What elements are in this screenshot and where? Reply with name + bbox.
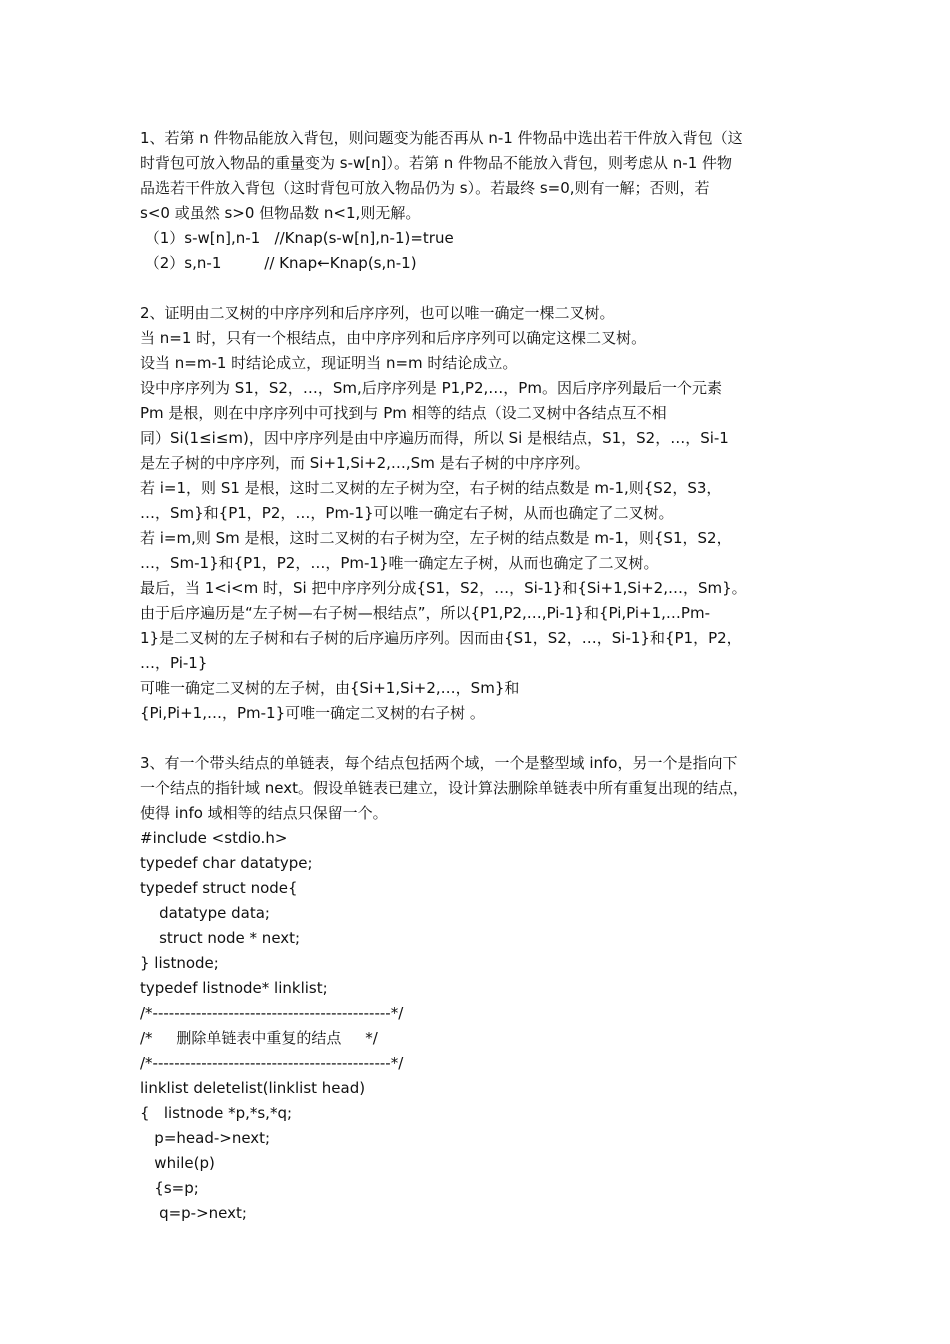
code-line: /* 删除单链表中重复的结点 */: [140, 1029, 378, 1047]
code-line: q=p->next;: [140, 1204, 247, 1222]
text-line: Pm 是根，则在中序序列中可找到与 Pm 相等的结点（设二叉树中各结点互不相: [140, 404, 667, 422]
text-line: 使得 info 域相等的结点只保留一个。: [140, 804, 388, 822]
text-line: s<0 或虽然 s>0 但物品数 n<1,则无解。: [140, 204, 421, 222]
code-line: typedef struct node{: [140, 879, 298, 897]
text-line: 设当 n=m-1 时结论成立，现证明当 n=m 时结论成立。: [140, 354, 518, 372]
text-line: 同）Si(1≤i≤m)，因中序序列是由中序遍历而得，所以 Si 是根结点，S1，S2，…，Si-1: [140, 429, 729, 447]
code-line: /*--------------------------------------------*/: [140, 1054, 404, 1072]
text-line: 当 n=1 时，只有一个根结点，由中序序列和后序序列可以确定这棵二叉树。: [140, 329, 647, 347]
text-line: …，Pi-1}: [140, 654, 208, 672]
text-line: 时背包可放入物品的重量变为 s-w[n]）。若第 n 件物品不能放入背包，则考虑从 n-1 件物: [140, 154, 733, 172]
text-line: 1、若第 n 件物品能放入背包，则问题变为能否再从 n-1 件物品中选出若干件放入背包（这: [140, 129, 743, 147]
text-line: 一个结点的指针域 next。假设单链表已建立，设计算法删除单链表中所有重复出现的结点，: [140, 779, 749, 797]
text-line: …，Sm-1}和{P1，P2，…，Pm-1}唯一确定左子树，从而也确定了二叉树。: [140, 554, 659, 572]
text-line: 由于后序遍历是“左子树—右子树—根结点”，所以{P1,P2,…,Pi-1}和{Pi,Pi+1,…Pm-: [140, 604, 710, 622]
text-line: {Pi,Pi+1,…，Pm-1}可唯一确定二叉树的右子树 。: [140, 704, 485, 722]
text-line: …，Sm}和{P1，P2，…，Pm-1}可以唯一确定右子树，从而也确定了二叉树。: [140, 504, 674, 522]
text-line: （2）s,n-1 // Knap←Knap(s,n-1): [140, 254, 417, 272]
code-line: } listnode;: [140, 954, 219, 972]
text-line: 最后，当 1<i<m 时，Si 把中序序列分成{S1，S2，…，Si-1}和{Si+1,Si+2,…，Sm}。: [140, 579, 747, 597]
text-line: 2、证明由二叉树的中序序列和后序序列，也可以唯一确定一棵二叉树。: [140, 304, 615, 322]
code-line: #include <stdio.h>: [140, 829, 288, 847]
text-line: 3、有一个带头结点的单链表，每个结点包括两个域，一个是整型域 info，另一个是指向下: [140, 754, 738, 772]
document-page: [140, 126, 820, 1226]
code-line: linklist deletelist(linklist head): [140, 1079, 366, 1097]
paragraph-gap: [140, 276, 820, 301]
text-line: 可唯一确定二叉树的左子树，由{Si+1,Si+2,…，Sm}和: [140, 679, 520, 697]
text-line: 设中序序列为 S1，S2，…，Sm,后序序列是 P1,P2,…，Pm。因后序序列最后一个元素: [140, 379, 722, 397]
section-knapsack: [140, 126, 820, 276]
text-line: 若 i=1，则 S1 是根，这时二叉树的左子树为空，右子树的结点数是 m-1,则{S2，S3，: [140, 479, 722, 497]
text-line: （1）s-w[n],n-1 //Knap(s-w[n],n-1)=true: [140, 229, 454, 247]
paragraph-gap: [140, 726, 820, 751]
code-line: p=head->next;: [140, 1129, 271, 1147]
code-line: typedef listnode* linklist;: [140, 979, 328, 997]
code-line: while(p): [140, 1154, 215, 1172]
section-binary-tree-proof: [140, 301, 820, 726]
text-line: 是左子树的中序序列，而 Si+1,Si+2,…,Sm 是右子树的中序序列。: [140, 454, 590, 472]
code-line: /*--------------------------------------------*/: [140, 1004, 404, 1022]
text-line: 品选若干件放入背包（这时背包可放入物品仍为 s）。若最终 s=0,则有一解；否则，若: [140, 179, 710, 197]
code-line: datatype data;: [140, 904, 270, 922]
code-line: struct node * next;: [140, 929, 301, 947]
text-line: 若 i=m,则 Sm 是根，这时二叉树的右子树为空，左子树的结点数是 m-1，则{S1，S2，: [140, 529, 732, 547]
code-line: { listnode *p,*s,*q;: [140, 1104, 293, 1122]
code-line: {s=p;: [140, 1179, 199, 1197]
section-linked-list-code: [140, 751, 820, 1226]
text-line: 1}是二叉树的左子树和右子树的后序遍历序列。因而由{S1，S2，…，Si-1}和{P1，P2，: [140, 629, 742, 647]
code-line: typedef char datatype;: [140, 854, 313, 872]
